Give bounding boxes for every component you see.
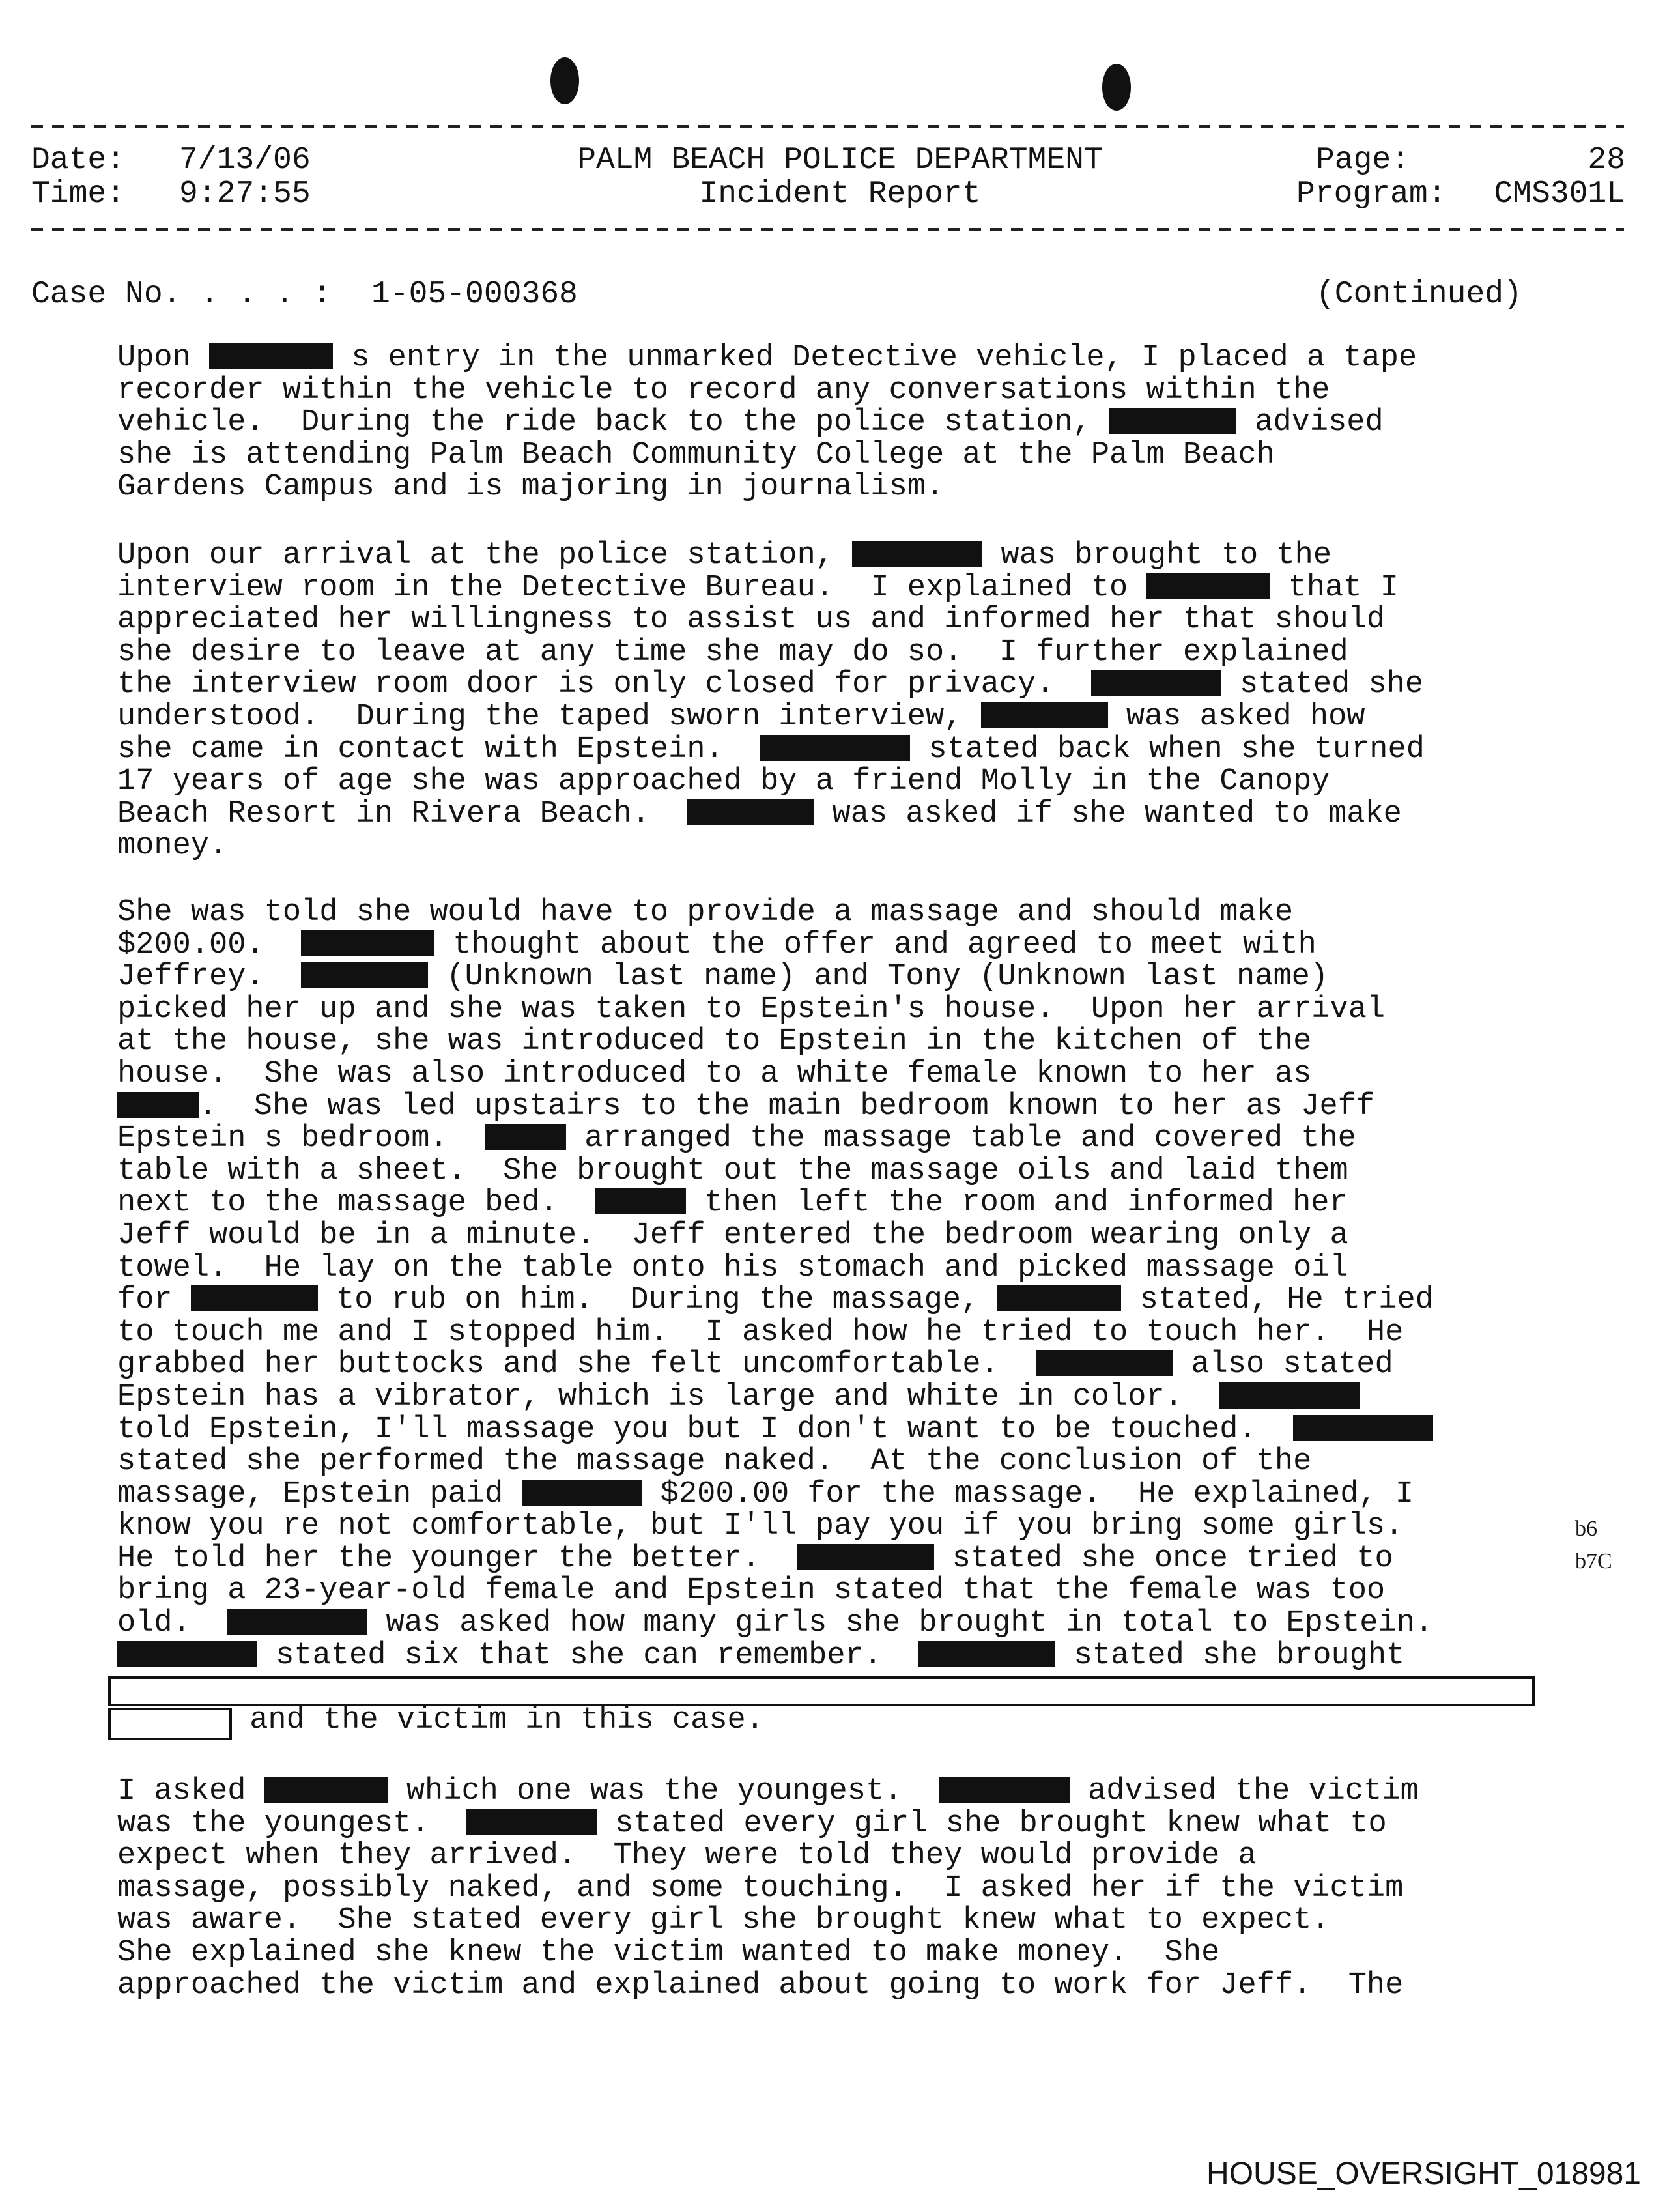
date-label: Date: bbox=[31, 143, 126, 178]
line-text: money. bbox=[117, 829, 228, 864]
redaction-bar bbox=[595, 1188, 686, 1214]
report-line bbox=[117, 929, 1589, 962]
line-text: old. bbox=[117, 1606, 228, 1641]
redaction-bar bbox=[797, 1544, 934, 1570]
line-text: stated she once tried to bbox=[933, 1541, 1393, 1576]
line-text: stated, He tried bbox=[1121, 1283, 1434, 1318]
line-text: bring a 23-year-old female and Epstein stated that the female was too bbox=[117, 1573, 1386, 1609]
line-text: which one was the youngest. bbox=[388, 1774, 939, 1809]
line-text: the interview room door is only closed for privacy. bbox=[117, 667, 1091, 702]
line-text: for bbox=[117, 1283, 191, 1318]
line-text: advised bbox=[1236, 405, 1384, 440]
redaction-bar bbox=[227, 1609, 367, 1635]
line-text: that I bbox=[1270, 570, 1399, 605]
line-text: $200.00 for the massage. He explained, I bbox=[642, 1476, 1414, 1511]
redaction-bar bbox=[191, 1285, 318, 1311]
redaction-bar bbox=[522, 1480, 642, 1506]
line-text: at the house, she was introduced to Epstein in the kitchen of the bbox=[117, 1024, 1312, 1059]
redaction-bar bbox=[301, 962, 428, 988]
line-text: vehicle. During the ride back to the police station, bbox=[117, 405, 1110, 440]
line-text: She explained she knew the victim wanted to make money. She bbox=[117, 1935, 1220, 1970]
paragraph-3 bbox=[117, 896, 1589, 1736]
report-line bbox=[117, 1543, 1589, 1575]
line-text: stated she brought bbox=[1055, 1638, 1405, 1673]
report-line bbox=[117, 1775, 1589, 1808]
report-time: 9:27:55 bbox=[179, 177, 311, 212]
redaction-bar bbox=[485, 1124, 566, 1150]
line-text: 17 years of age she was approached by a friend Molly in the Canopy bbox=[117, 764, 1330, 799]
line-text: s entry in the unmarked Detective vehicle, I placed a tape bbox=[333, 341, 1417, 375]
report-line bbox=[117, 1840, 1589, 1872]
punch-hole-left bbox=[550, 57, 579, 104]
report-line bbox=[117, 961, 1589, 994]
paragraph-1 bbox=[117, 342, 1589, 504]
line-text: Upon our arrival at the police station, bbox=[117, 538, 853, 573]
redaction-bar bbox=[918, 1641, 1055, 1667]
report-line bbox=[117, 668, 1589, 701]
paragraph-4 bbox=[117, 1775, 1589, 2001]
report-line bbox=[117, 539, 1589, 572]
report-line bbox=[117, 1478, 1589, 1511]
line-text: then left the room and informed her bbox=[686, 1186, 1348, 1221]
line-text: approached the victim and explained about going to work for Jeff. The bbox=[117, 1968, 1404, 2003]
line-text: was brought to the bbox=[982, 538, 1332, 573]
redaction-bar bbox=[852, 541, 982, 567]
report-line bbox=[117, 342, 1589, 375]
redaction-bar bbox=[981, 702, 1108, 728]
report-line bbox=[117, 637, 1589, 669]
redaction-bar bbox=[209, 343, 333, 369]
line-text: $200.00. bbox=[117, 927, 302, 962]
line-text: know you re not comfortable, but I'll pay you if you bring some girls. bbox=[117, 1509, 1404, 1544]
line-text: Jeffrey. bbox=[117, 960, 302, 995]
report-line bbox=[117, 604, 1589, 637]
exemption-code-b6: b6 bbox=[1575, 1517, 1597, 1541]
line-text: picked her up and she was taken to Epstein's house. Upon her arrival bbox=[117, 992, 1386, 1027]
redaction-bar bbox=[1219, 1382, 1360, 1409]
line-text: interview room in the Detective Bureau. I explained to bbox=[117, 570, 1146, 605]
report-line bbox=[117, 439, 1589, 472]
case-label: Case No. . . . : bbox=[31, 277, 332, 312]
line-text: was asked how many girls she brought in total to Epstein. bbox=[367, 1606, 1434, 1641]
report-line bbox=[117, 1252, 1589, 1285]
redaction-bar bbox=[939, 1777, 1070, 1803]
redaction-bar bbox=[264, 1777, 388, 1803]
program-label: Program: bbox=[1296, 177, 1447, 212]
paragraph-2 bbox=[117, 539, 1589, 863]
report-line bbox=[117, 1058, 1589, 1091]
line-text: was asked how bbox=[1107, 699, 1365, 734]
report-line bbox=[117, 407, 1589, 439]
line-text: was the youngest. bbox=[117, 1806, 466, 1841]
case-number: 1-05-000368 bbox=[371, 277, 578, 312]
line-text: next to the massage bed. bbox=[117, 1186, 595, 1221]
line-text: Upon bbox=[117, 341, 210, 375]
report-line bbox=[117, 1317, 1589, 1349]
punch-hole-right bbox=[1102, 64, 1131, 111]
report-line bbox=[117, 1872, 1589, 1905]
continued-label: (Continued) bbox=[1316, 277, 1522, 312]
exemption-code-b7c: b7C bbox=[1575, 1549, 1612, 1573]
line-text: told Epstein, I'll massage you but I don't want to be touched. bbox=[117, 1412, 1294, 1447]
line-text: massage, Epstein paid bbox=[117, 1476, 522, 1511]
line-text: Jeff would be in a minute. Jeff entered the bedroom wearing only a bbox=[117, 1218, 1348, 1253]
time-label: Time: bbox=[31, 177, 126, 212]
report-line bbox=[117, 1123, 1589, 1155]
program-code: CMS301L bbox=[1494, 177, 1625, 212]
line-text: and the victim in this case. bbox=[231, 1702, 764, 1738]
line-text: I asked bbox=[117, 1774, 264, 1809]
redaction-bar bbox=[760, 735, 910, 761]
page-number: 28 bbox=[1587, 143, 1625, 178]
line-text: stated every girl she brought knew what to bbox=[596, 1806, 1387, 1841]
report-line bbox=[117, 1575, 1589, 1607]
redaction-bar bbox=[1036, 1350, 1173, 1376]
redaction-box bbox=[108, 1708, 232, 1740]
line-text: appreciated her willingness to assist us and informed her that should bbox=[117, 603, 1386, 638]
line-text: house. She was also introduced to a white female known to her as bbox=[117, 1056, 1312, 1091]
line-text: understood. During the taped sworn interview, bbox=[117, 699, 981, 734]
redaction-bar bbox=[117, 1641, 257, 1667]
bates-number: HOUSE_OVERSIGHT_018981 bbox=[1206, 2156, 1641, 2191]
redaction-bar bbox=[117, 1092, 199, 1118]
report-line bbox=[117, 1381, 1589, 1414]
report-line bbox=[117, 572, 1589, 605]
redaction-bar bbox=[687, 799, 814, 825]
report-line bbox=[117, 1446, 1589, 1478]
line-text: massage, possibly naked, and some touching. I asked her if the victim bbox=[117, 1870, 1404, 1906]
report-line bbox=[117, 375, 1589, 407]
report-line bbox=[117, 1904, 1589, 1937]
line-text: Beach Resort in Rivera Beach. bbox=[117, 796, 687, 831]
line-text: (Unknown last name) and Tony (Unknown last name) bbox=[428, 960, 1329, 995]
report-line bbox=[117, 1414, 1589, 1446]
line-text: to touch me and I stopped him. I asked how he tried to touch her. He bbox=[117, 1315, 1404, 1350]
line-text: stated she performed the massage naked. At the conclusion of the bbox=[117, 1444, 1312, 1480]
line-text: she is attending Palm Beach Community College at the Palm Beach bbox=[117, 437, 1275, 472]
report-line bbox=[117, 766, 1589, 798]
line-text: expect when they arrived. They were told they would provide a bbox=[117, 1839, 1257, 1874]
line-text: table with a sheet. She brought out the massage oils and laid them bbox=[117, 1153, 1348, 1188]
line-text: thought about the offer and agreed to meet with bbox=[434, 927, 1317, 962]
line-text: advised the victim bbox=[1069, 1774, 1419, 1809]
report-line bbox=[117, 1607, 1589, 1640]
redaction-bar bbox=[1091, 670, 1221, 696]
report-line bbox=[117, 1808, 1589, 1841]
redaction-box bbox=[108, 1676, 1535, 1706]
department-name: PALM BEACH POLICE DEPARTMENT bbox=[577, 143, 1103, 178]
line-text: stated she bbox=[1221, 667, 1424, 702]
line-text: He told her the younger the better. bbox=[117, 1541, 797, 1576]
report-line bbox=[117, 830, 1589, 863]
report-line bbox=[117, 1284, 1589, 1317]
report-line bbox=[117, 1025, 1589, 1058]
report-line bbox=[117, 1970, 1589, 2002]
line-text: stated six that she can remember. bbox=[257, 1638, 919, 1673]
report-line bbox=[117, 994, 1589, 1026]
line-text: she came in contact with Epstein. bbox=[117, 732, 761, 767]
redaction-bar bbox=[1146, 573, 1270, 599]
line-text: grabbed her buttocks and she felt uncomfortable. bbox=[117, 1347, 1036, 1382]
page-label: Page: bbox=[1316, 143, 1410, 178]
line-text: stated back when she turned bbox=[910, 732, 1425, 767]
line-text: also stated bbox=[1173, 1347, 1393, 1382]
report-line bbox=[117, 798, 1589, 831]
report-line bbox=[117, 471, 1589, 504]
report-date: 7/13/06 bbox=[179, 143, 311, 178]
line-text: . She was led upstairs to the main bedroom known to her as Jeff bbox=[199, 1089, 1375, 1124]
line-text: towel. He lay on the table onto his stomach and picked massage oil bbox=[117, 1250, 1348, 1285]
report-line bbox=[117, 1220, 1589, 1252]
line-text: Epstein s bedroom. bbox=[117, 1121, 485, 1156]
report-line bbox=[117, 701, 1589, 734]
redaction-bar bbox=[466, 1809, 597, 1835]
line-text: recorder within the vehicle to record any conversations within the bbox=[117, 373, 1330, 408]
report-type: Incident Report bbox=[699, 177, 981, 212]
line-text: arranged the massage table and covered the bbox=[566, 1121, 1356, 1156]
report-line bbox=[117, 1704, 1589, 1737]
redaction-bar bbox=[997, 1285, 1121, 1311]
report-line bbox=[117, 1091, 1589, 1123]
report-line bbox=[117, 896, 1589, 929]
line-text: was aware. She stated every girl she brought knew what to expect. bbox=[117, 1903, 1330, 1938]
line-text: Gardens Campus and is majoring in journalism. bbox=[117, 470, 945, 505]
redaction-bar bbox=[1293, 1415, 1433, 1441]
redaction-bar bbox=[1109, 408, 1236, 434]
line-text: she desire to leave at any time she may do so. I further explained bbox=[117, 635, 1348, 670]
line-text: to rub on him. During the massage, bbox=[317, 1283, 998, 1318]
redaction-bar bbox=[301, 930, 434, 956]
report-line bbox=[117, 1937, 1589, 1970]
line-text: Epstein has a vibrator, which is large and white in color. bbox=[117, 1379, 1220, 1414]
header-rule-bottom bbox=[31, 228, 1624, 231]
line-text: She was told she would have to provide a massage and should make bbox=[117, 895, 1294, 930]
line-text: was asked if she wanted to make bbox=[814, 796, 1402, 831]
header-rule-top bbox=[31, 125, 1624, 128]
report-line bbox=[117, 1187, 1589, 1220]
report-line bbox=[117, 734, 1589, 766]
report-line bbox=[117, 1155, 1589, 1188]
report-line bbox=[117, 1349, 1589, 1381]
report-line bbox=[117, 1510, 1589, 1543]
report-line bbox=[117, 1640, 1589, 1672]
